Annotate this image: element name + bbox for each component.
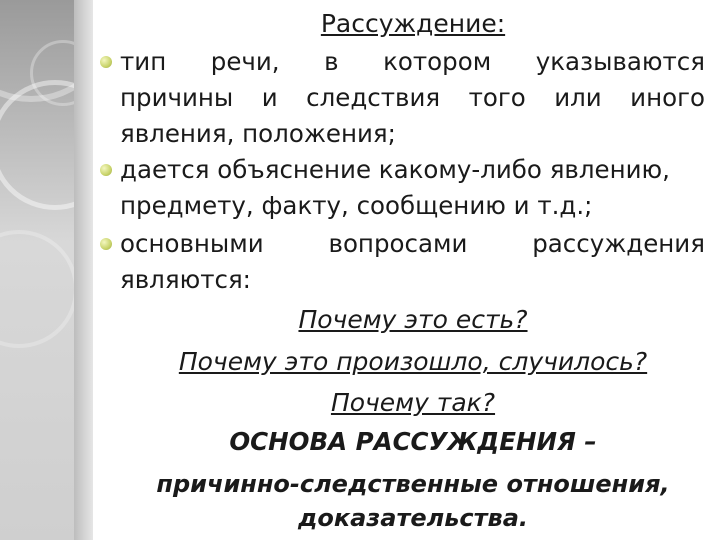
decorative-circle [0,230,78,348]
word: рассуждения [532,229,705,258]
bullet-text-line: являются: [120,265,251,294]
question-line: Почему это произошло, случилось? [178,347,648,376]
conclusion-line: причинно-следственные отношения, [156,470,670,498]
word: или [554,83,602,112]
word: следствия [306,83,441,112]
word: и [261,83,278,112]
bullet-text-line: предмету, факту, сообщению и т.д.; [120,191,593,220]
conclusion-heading: ОСНОВА РАССУЖДЕНИЯ – [229,427,597,456]
slide-title: Рассуждение: [320,9,506,38]
justified-line [120,80,705,116]
word: вопросами [328,229,468,258]
bullet-dot-icon [100,56,112,68]
word: основными [120,229,264,258]
word: иного [630,83,705,112]
bullet-item-questions [120,226,705,298]
word: котором [383,47,492,76]
slide-content [98,0,710,540]
question-line: Почему так? [330,388,496,417]
justified-line [120,226,705,262]
word: причины [120,83,234,112]
word: тип [120,47,167,76]
word: указываются [535,47,705,76]
justified-line [120,44,705,80]
conclusion-line: доказательства. [297,504,529,532]
word: в [324,47,339,76]
bullet-item-definition [120,44,705,152]
bullet-text-line: дается объяснение какому-либо явлению, [120,155,670,184]
bullet-item-explanation [120,152,705,224]
bullet-text-line: явления, положения; [120,119,396,148]
decorative-side-band [0,0,93,540]
bullet-dot-icon [100,238,112,250]
decorative-stripe [74,0,93,540]
word: речи, [210,47,280,76]
word: того [468,83,526,112]
bullet-dot-icon [100,164,112,176]
question-line: Почему это есть? [298,305,528,334]
